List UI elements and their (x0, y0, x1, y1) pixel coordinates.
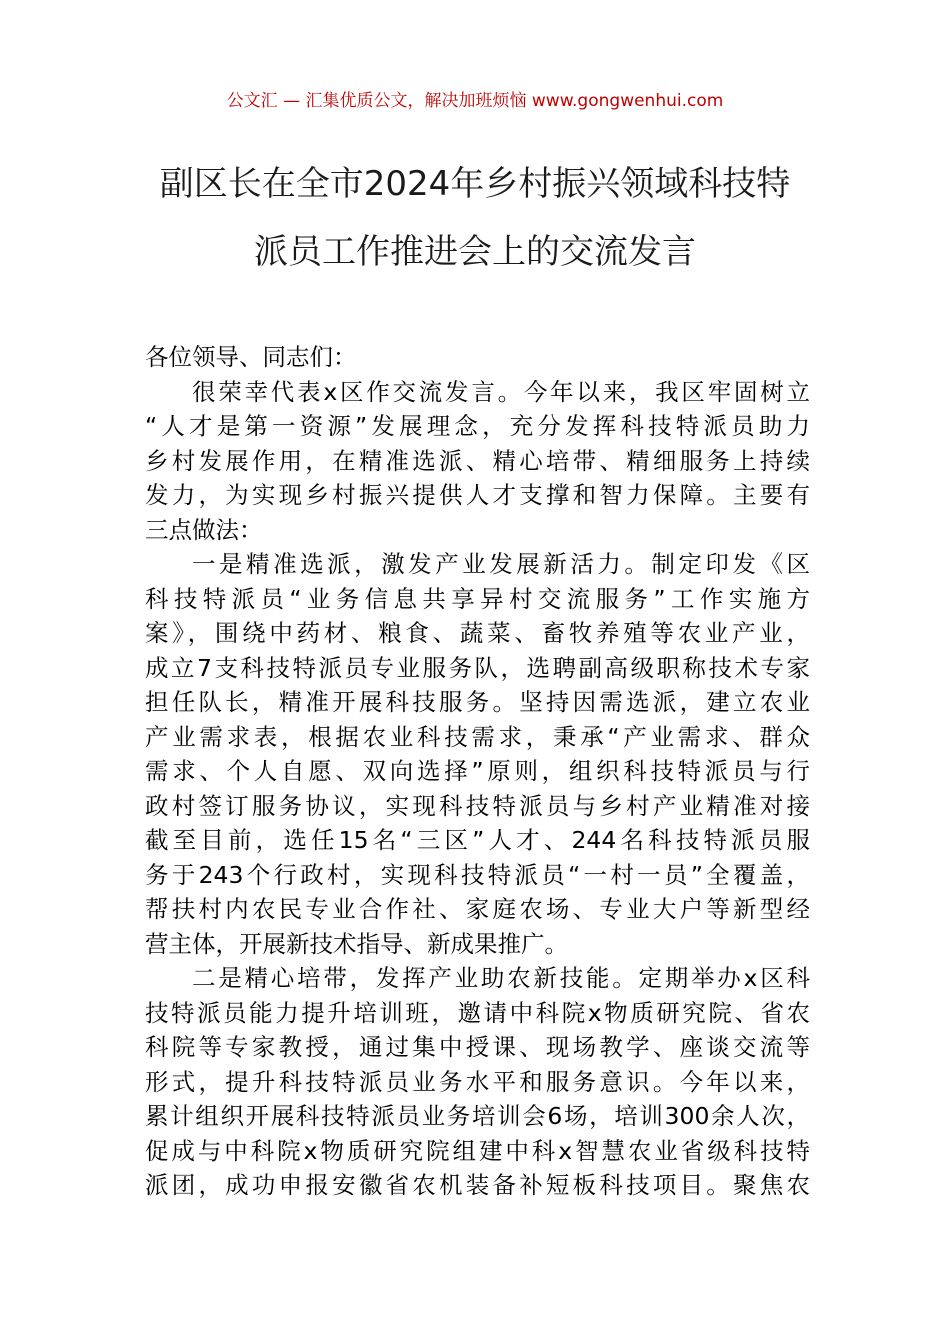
body-line: 截至目前，选任15名“三区”人才、244名科技特派员服 (145, 826, 810, 854)
body-line: 很荣幸代表x区作交流发言。今年以来，我区牢固树立 (192, 377, 810, 406)
title-line-2: 派员工作推进会上的交流发言 (254, 232, 696, 272)
body-line: 帮扶村内农民专业合作社、家庭农场、专业大户等新型经 (145, 895, 810, 923)
body-line: 产业需求表，根据农业科技需求，秉承“产业需求、群众 (145, 722, 810, 751)
body-line: 乡村发展作用，在精准选派、精心培带、精细服务上持续 (145, 446, 810, 475)
body-line: 累计组织开展科技特派员业务培训会6场，培训300余人次， (145, 1102, 810, 1130)
body-line: 营主体，开展新技术指导、新成果推广。 (145, 929, 568, 958)
body-line: 需求、个人自愿、双向选择”原则，组织科技特派员与行 (145, 757, 810, 785)
body-line: 派团，成功申报安徽省农机装备补短板科技项目。聚焦农 (145, 1171, 810, 1199)
document-body (145, 340, 810, 1203)
body-line: 促成与中科院x物质研究院组建中科x智慧农业省级科技特 (145, 1136, 810, 1165)
body-line: 科院等专家教授，通过集中授课、现场教学、座谈交流等 (145, 1033, 810, 1061)
body-line: 担任队长，精准开展科技服务。坚持因需选派，建立农业 (145, 688, 810, 716)
body-line: 成立7支科技特派员专业服务队，选聘副高级职称技术专家 (145, 653, 810, 682)
watermark-header: 公文汇 — 汇集优质公文，解决加班烦恼 www.gongwenhui.com (226, 91, 724, 111)
body-line: 政村签订服务协议，实现科技特派员与乡村产业精准对接 (145, 791, 810, 820)
body-line: 一是精准选派，激发产业发展新活力。制定印发《区 (192, 550, 810, 578)
document-title (100, 150, 850, 286)
body-line: 科技特派员“业务信息共享异村交流服务”工作实施方 (145, 584, 810, 613)
greeting: 各位领导、同志们： (145, 343, 357, 371)
body-line: 技特派员能力提升培训班，邀请中科院x物质研究院、省农 (145, 998, 810, 1027)
body-line: 务于243个行政村，实现科技特派员“一村一员”全覆盖， (145, 860, 810, 889)
body-line: 三点做法： (145, 515, 263, 544)
body-line: 发力，为实现乡村振兴提供人才支撑和智力保障。主要有 (145, 481, 810, 509)
body-line: 形式，提升科技特派员业务水平和服务意识。今年以来， (145, 1067, 810, 1096)
body-line: 二是精心培带，发挥产业助农新技能。定期举办x区科 (192, 964, 810, 992)
body-line: 案》，围绕中药材、粮食、蔬菜、畜牧养殖等农业产业， (145, 619, 810, 647)
title-line-1: 副区长在全市2024年乡村振兴领域科技特 (159, 164, 791, 204)
body-line: “人才是第一资源”发展理念，充分发挥科技特派员助力 (145, 412, 810, 440)
